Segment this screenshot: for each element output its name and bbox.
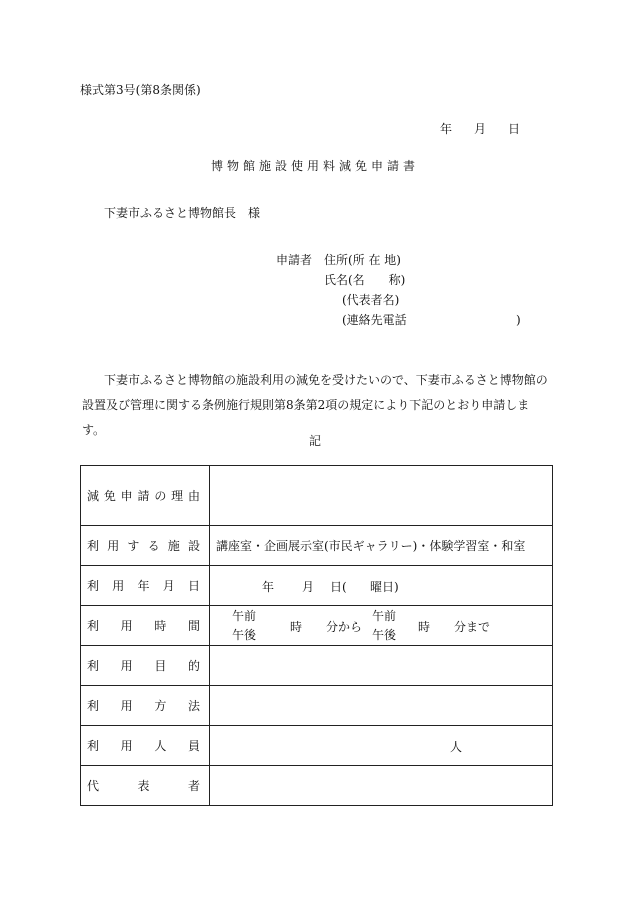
applicant-block: [276, 250, 521, 330]
date-day: 日: [508, 122, 521, 136]
reason-label: 減免申請の理由: [81, 466, 210, 526]
use-date-day: 日(: [330, 580, 347, 594]
table-row: [81, 646, 553, 686]
name-label: 氏名(名 称): [324, 273, 406, 287]
facility-label: 利用する施設: [81, 526, 210, 566]
time-end-pm: 午後: [372, 628, 397, 642]
detail-table: [80, 465, 553, 806]
table-row: [81, 766, 553, 806]
table-row: [81, 526, 553, 566]
time-end-hour: 時: [418, 620, 431, 634]
time-until: 分まで: [454, 620, 491, 634]
people-label: 利用人員: [81, 726, 210, 766]
reason-value[interactable]: [210, 466, 553, 526]
time-start-am: 午前: [232, 609, 257, 623]
people-value[interactable]: [210, 726, 553, 766]
address-label: 住所(所 在 地): [324, 253, 401, 267]
method-value[interactable]: [210, 686, 553, 726]
date-line: [440, 120, 520, 137]
time-start-pm: 午後: [232, 628, 257, 642]
document-title: 博物館施設使用料減免申請書: [210, 159, 419, 173]
representative-label: 代表者: [81, 766, 210, 806]
applicant-label: 申請者: [276, 253, 313, 267]
form-number: 様式第3号(第8条関係): [80, 83, 201, 97]
date-month: 月: [474, 122, 487, 136]
use-date-month: 月: [302, 580, 315, 594]
use-date-year: 年: [262, 580, 275, 594]
table-row: [81, 726, 553, 766]
method-label: 利用方法: [81, 686, 210, 726]
request-body-text: 下妻市ふるさと博物館の施設利用の減免を受けたいので、下妻市ふるさと博物館の設置及び管理に関する条例施行規則第8条第2項の規定により下記のとおり申請します。: [82, 373, 548, 437]
contact-phone-label: (連絡先電話: [342, 313, 407, 327]
facility-value: 講座室・企画展示室(市民ギャラリー)・体験学習室・和室: [210, 526, 553, 566]
addressee: 下妻市ふるさと博物館長 様: [104, 206, 261, 220]
time-end-am: 午前: [372, 609, 397, 623]
table-row: [81, 566, 553, 606]
contact-phone-close: ): [516, 313, 521, 327]
purpose-value[interactable]: [210, 646, 553, 686]
table-row: [81, 606, 553, 646]
use-time-label: 利用時間: [81, 606, 210, 646]
representative-value[interactable]: [210, 766, 553, 806]
use-date-weekday: 曜日): [370, 580, 399, 594]
table-row: [81, 686, 553, 726]
table-row: [81, 466, 553, 526]
purpose-label: 利用目的: [81, 646, 210, 686]
date-year: 年: [440, 122, 453, 136]
time-start-hour: 時: [290, 620, 303, 634]
time-from: 分から: [326, 620, 363, 634]
use-date-value[interactable]: [210, 566, 553, 606]
people-unit: 人: [450, 740, 463, 754]
ki-heading: 記: [308, 434, 321, 448]
use-time-value[interactable]: [210, 606, 553, 646]
use-date-label: 利用年月日: [81, 566, 210, 606]
representative-name-label: (代表者名): [342, 293, 400, 307]
